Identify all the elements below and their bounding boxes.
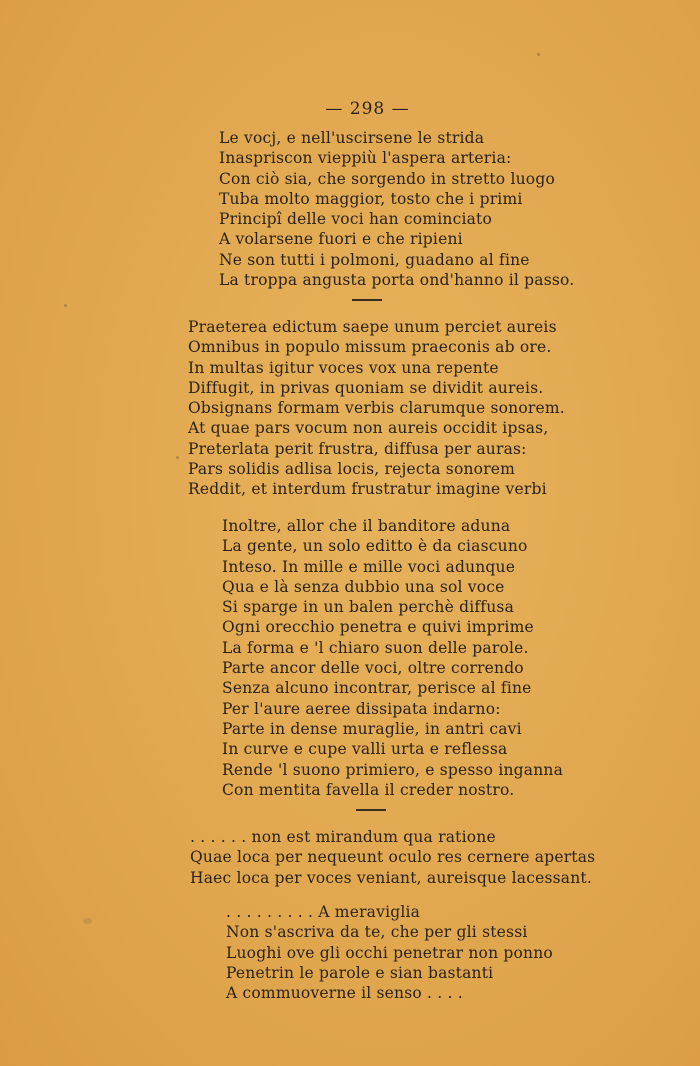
verse-line: . . . . . . . . . A meraviglia (226, 903, 421, 921)
paper-speck (176, 456, 179, 459)
verse-line: At quae pars vocum non aureis occidit ipsas, (188, 419, 549, 438)
verse-line: La gente, un solo editto è da ciascuno (222, 537, 528, 556)
section-divider-1 (352, 299, 382, 301)
verse-line: Ogni orecchio penetra e quivi imprime (222, 618, 534, 637)
verse-line: . . . . . . non est mirandum qua ratione (190, 828, 496, 846)
verse-line: Preterlata perit frustra, diffusa per auras: (188, 439, 527, 458)
verse-line: Ne son tutti i polmoni, guadano al fine (219, 250, 530, 269)
verse-line: Pars solidis adlisa locis, rejecta sonorem (188, 460, 516, 479)
paper-speck (537, 53, 540, 56)
verse-line: Senza alcuno incontrar, perisce al fine (222, 679, 532, 698)
paper-speck (83, 918, 92, 924)
verse-line: Inaspriscon vieppiù l'aspera arteria: (219, 149, 512, 168)
page-number: — 298 — (325, 99, 410, 119)
verse-line: Omnibus in populo missum praeconis ab ore. (188, 338, 552, 357)
verse-line: Per l'aure aeree dissipata indarno: (222, 699, 501, 718)
italian-stanza-1 (219, 128, 574, 290)
latin-passage-2 (190, 827, 595, 888)
latin-passage-1 (188, 317, 565, 500)
verse-line: Si sparge in un balen perchè diffusa (222, 598, 515, 617)
verse-line: Quae loca per nequeunt oculo res cernere apertas (190, 848, 596, 867)
verse-line: Con ciò sia, che sorgendo in stretto luogo (219, 169, 555, 188)
verse-line: In multas igitur voces vox una repente (188, 358, 499, 377)
verse-line: Haec loca per voces veniant, aureisque lacessant. (190, 868, 592, 887)
verse-line: Con mentita favella il creder nostro. (222, 780, 515, 799)
verse-line: Non s'ascriva da te, che per gli stessi (226, 923, 528, 942)
verse-line: Diffugit, in privas quoniam se dividit aureis. (188, 378, 544, 397)
verse-line: Luoghi ove gli occhi penetrar non ponno (226, 943, 553, 962)
verse-line: Reddit, et interdum frustratur imagine verbi (188, 480, 547, 499)
verse-line: Parte ancor delle voci, oltre correndo (222, 659, 524, 678)
paper-speck (64, 304, 67, 307)
verse-line: Obsignans formam verbis clarumque sonorem. (188, 399, 565, 418)
verse-line: Praeterea edictum saepe unum perciet aureis (188, 318, 557, 336)
verse-line: Parte in dense muraglie, in antri cavi (222, 719, 522, 738)
verse-line: A volarsene fuori e che ripieni (219, 230, 463, 249)
verse-line: Principî delle voci han cominciato (219, 210, 493, 229)
verse-line: Penetrin le parole e sian bastanti (226, 963, 494, 982)
italian-stanza-3 (226, 902, 553, 1003)
verse-line: La troppa angusta porta ond'hanno il passo. (219, 271, 575, 290)
verse-line: Inoltre, allor che il banditore aduna (222, 517, 511, 535)
italian-stanza-2 (222, 516, 563, 800)
verse-line: In curve e cupe valli urta e reflessa (222, 740, 508, 759)
verse-line: Tuba molto maggior, tosto che i primi (219, 189, 523, 208)
verse-line: La forma e 'l chiaro suon delle parole. (222, 638, 529, 657)
verse-line: Inteso. In mille e mille voci adunque (222, 557, 516, 576)
verse-line: A commuoverne il senso . . . . (226, 984, 463, 1003)
section-divider-2 (356, 809, 386, 811)
verse-line: Rende 'l suono primiero, e spesso inganna (222, 760, 564, 779)
verse-line: Qua e là senza dubbio una sol voce (222, 577, 505, 596)
verse-line: Le vocj, e nell'uscirsene le strida (219, 129, 485, 147)
